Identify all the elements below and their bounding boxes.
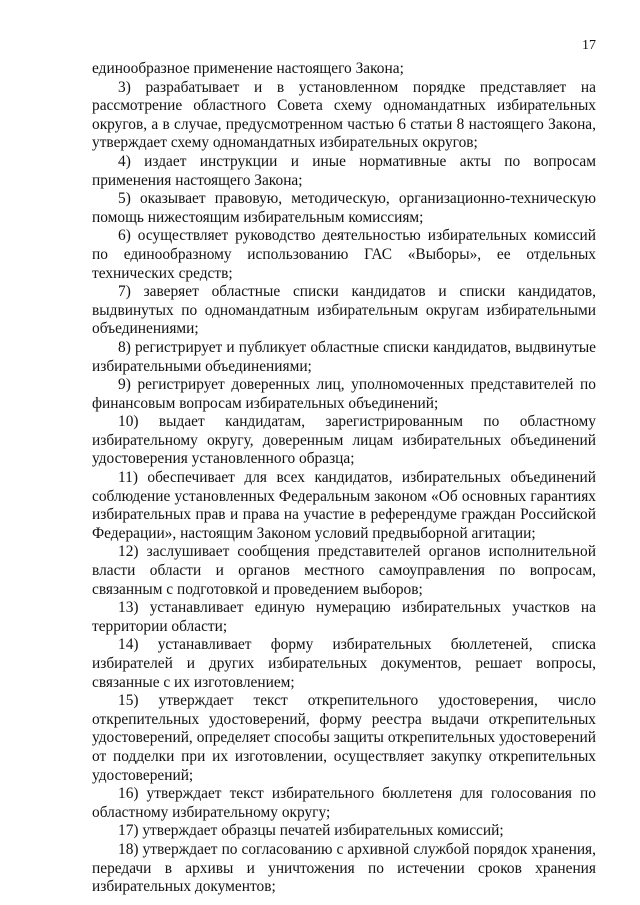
paragraph-item-10: 10) выдает кандидатам, зарегистрированным по областному избирательному округу, доверенным лицам избирательных объединений удостоверения установленного образца;: [92, 413, 596, 468]
paragraph-item-5: 5) оказывает правовую, методическую, организационно-техническую помощь нижестоящим избирательным комиссиям;: [92, 190, 596, 226]
paragraph-item-12: 12) заслушивает сообщения представителей органов исполнительной власти области и органов местного самоуправления по вопросам, связанным с подготовкой и проведением выборов;: [92, 543, 596, 598]
paragraph-item-11: 11) обеспечивает для всех кандидатов, избирательных объединений соблюдение установленных Федеральным законом «Об основных гарантиях избирательных прав и права на участие в референдуме граждан Российской Федерации», настоящим Законом условий предвыборной агитации;: [92, 469, 596, 542]
paragraph-continuation: единообразное применение настоящего Закона;: [92, 60, 404, 77]
paragraph-item-18: 18) утверждает по согласованию с архивной службой порядок хранения, передачи в архивы и уничтожения по истечении сроков хранения избирательных документов;: [92, 840, 596, 896]
paragraph-item-8: 8) регистрирует и публикует областные списки кандидатов, выдвинутые избирательными объединениями;: [92, 338, 596, 375]
document-body: [92, 60, 596, 897]
paragraph-item-16: 16) утверждает текст избирательного бюллетеня для голосования по областному избирательному округу;: [92, 785, 596, 821]
page-number: 17: [582, 38, 596, 53]
paragraph-item-15: 15) утверждает текст открепительного удостоверения, число открепительных удостоверений, форму реестра выдачи открепительных удостоверений, определяет способы защиты открепительных удостоверений от подделки при их изготовлении, осуществляет закупку открепительных удостоверений;: [92, 692, 596, 784]
paragraph-item-6: 6) осуществляет руководство деятельностью избирательных комиссий по единообразному использованию ГАС «Выборы», ее отдельных технических средств;: [92, 227, 596, 282]
paragraph-item-3: 3) разрабатывает и в установленном порядке представляет на рассмотрение областного Совета схему одномандатных избирательных округов, а в случае, предусмотренном частью 6 статьи 8 настоящего Закона, утверждает схему одномандатных избирательных округов;: [92, 78, 596, 152]
paragraph-item-4: 4) издает инструкции и иные нормативные акты по вопросам применения настоящего Закона;: [92, 152, 596, 189]
paragraph-item-14: 14) устанавливает форму избирательных бюллетеней, списка избирателей и других избирательных документов, решает вопросы, связанные с их изготовлением;: [92, 636, 596, 691]
paragraph-item-13: 13) устанавливает единую нумерацию избирательных участков на территории области;: [92, 599, 596, 635]
paragraph-item-17: 17) утверждает образцы печатей избирательных комиссий;: [118, 822, 504, 840]
paragraph-item-7: 7) заверяет областные списки кандидатов и списки кандидатов, выдвинутых по одномандатным избирательным округам избирательными объединениями;: [92, 283, 596, 338]
paragraph-item-9: 9) регистрирует доверенных лиц, уполномоченных представителей по финансовым вопросам избирательных объединений;: [92, 376, 596, 412]
